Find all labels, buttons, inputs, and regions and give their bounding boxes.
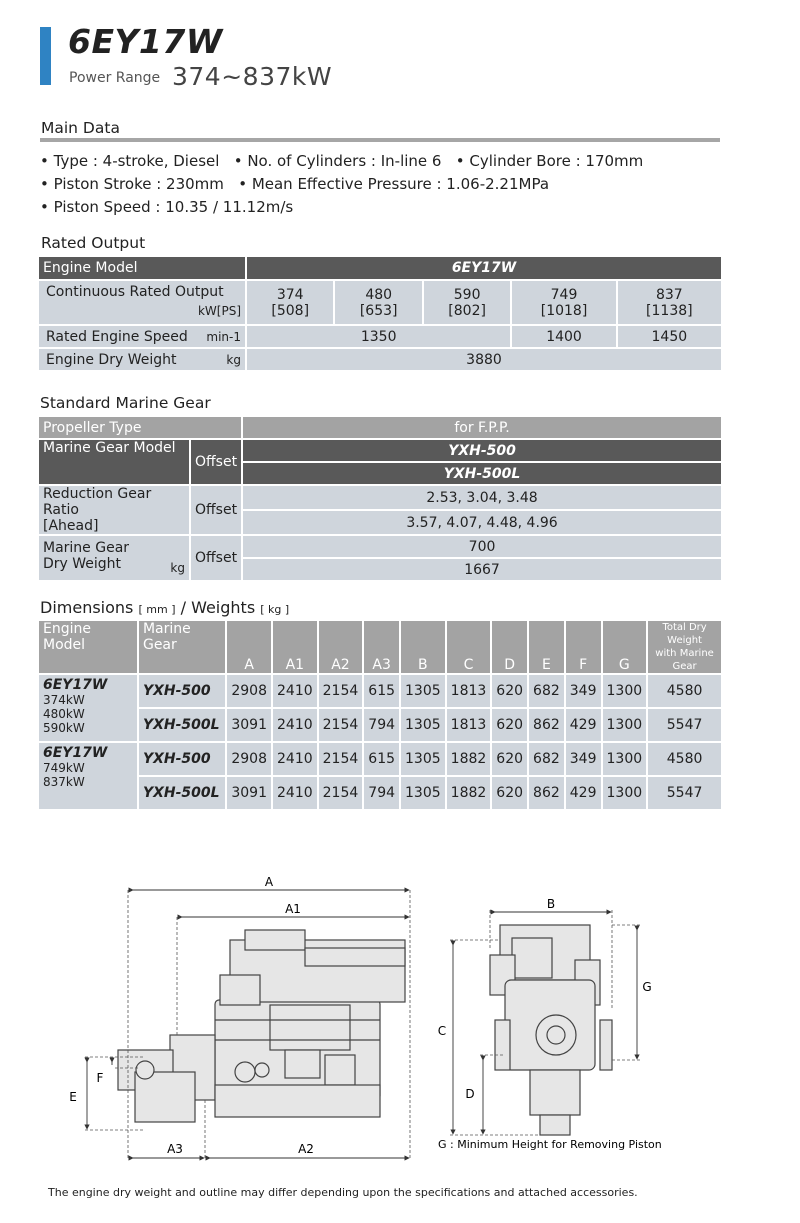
reduction-ratio-label: Reduction Gear Ratio [Ahead]	[39, 486, 189, 534]
col-dim: A	[227, 621, 271, 673]
engine-speed-value: 1350	[247, 326, 510, 347]
col-dim: G	[603, 621, 647, 673]
col-dim: A1	[273, 621, 317, 673]
dim-label-e: E	[69, 1090, 77, 1104]
output-cell: 749 [1018]	[512, 281, 615, 324]
dim-label-g: G	[642, 980, 652, 994]
engine-model-value: 6EY17W	[247, 257, 721, 279]
col-dim: D	[492, 621, 527, 673]
offset-label: Offset	[191, 440, 241, 484]
g-note: G : Minimum Height for Removing Piston	[438, 1138, 662, 1151]
spec-cylinders: • No. of Cylinders : In-line 6	[233, 152, 442, 170]
col-dim: F	[566, 621, 601, 673]
engine-group-cell: 6EY17W 749kW 837kW	[39, 743, 137, 809]
marine-gear-title: Standard Marine Gear	[40, 394, 211, 412]
reduction-ratio-value: 2.53, 3.04, 3.48	[243, 486, 721, 509]
offset-label: Offset	[191, 486, 241, 534]
dimensions-table: Engine Model Marine Gear A A1 A2 A3 B C D E F G Total Dry Weight with Marine Gear 6EY17W 374kW 480kW 590kW YXH-500 2908 2410 2154 615 1305 1813 620 682 349 1300 4580 YXH-500L 3091 2410 2154 794 1305 1813 620 862 429 1300 5547 6EY17W 749kW 837kW YXH-500 2908 2410 2154 615 1305 1882 620 682 349 1300 4580 YXH-500L 3091 2410 2154 794 1305 1882 620 862 429 1300 5547	[37, 619, 723, 811]
col-dim: E	[529, 621, 564, 673]
footnote: The engine dry weight and outline may differ depending upon the specifications and attached accessories.	[48, 1186, 638, 1199]
col-marine-gear: Marine Gear	[139, 621, 225, 673]
title-accent-bar	[40, 27, 51, 85]
dim-label-f: F	[96, 1071, 104, 1085]
rated-output-title: Rated Output	[41, 234, 146, 252]
gear-weight-value: 1667	[243, 559, 721, 580]
dim-label-a2: A2	[298, 1142, 314, 1156]
power-range-value: 374~837kW	[172, 62, 333, 91]
total-weight-cell: 4580	[648, 743, 721, 775]
spec-type: • Type : 4-stroke, Diesel	[40, 152, 220, 170]
engine-speed-value: 1400	[512, 326, 615, 347]
col-total-weight: Total Dry Weight with Marine Gear	[648, 621, 721, 673]
total-weight-cell: 5547	[648, 777, 721, 809]
gear-model-value: YXH-500L	[243, 463, 721, 484]
engine-front-view	[490, 925, 612, 1135]
output-cell: 590 [802]	[424, 281, 510, 324]
dim-label-b: B	[546, 897, 556, 911]
spec-stroke: • Piston Stroke : 230mm	[40, 175, 224, 193]
offset-label: Offset	[191, 536, 241, 580]
col-engine-model: Engine Model	[39, 621, 137, 673]
main-data-line	[40, 173, 643, 196]
output-cell: 480 [653]	[335, 281, 421, 324]
col-dim: A2	[319, 621, 363, 673]
engine-model-title: 6EY17W	[68, 22, 223, 61]
total-weight-cell: 4580	[648, 675, 721, 707]
continuous-output-text: Continuous Rated Output	[46, 284, 224, 300]
dry-weight-label: Engine Dry Weight kg	[39, 349, 245, 370]
gear-model-value: YXH-500	[243, 440, 721, 461]
gear-cell: YXH-500L	[139, 777, 225, 809]
col-dim: A3	[364, 621, 399, 673]
spec-piston-speed: • Piston Speed : 10.35 / 11.12m/s	[40, 198, 294, 216]
dim-label-c: C	[437, 1024, 447, 1038]
dim-label-a: A	[264, 875, 274, 889]
col-dim: C	[447, 621, 491, 673]
rated-output-table	[37, 255, 723, 372]
gear-cell: YXH-500	[139, 675, 225, 707]
continuous-output-unit: kW[PS]	[197, 304, 241, 318]
power-range-label: Power Range	[69, 70, 161, 86]
spec-bore: • Cylinder Bore : 170mm	[455, 152, 644, 170]
output-cell: 374 [508]	[247, 281, 333, 324]
gear-cell: YXH-500L	[139, 709, 225, 741]
dry-weight-value: 3880	[247, 349, 721, 370]
engine-model-header: Engine Model	[39, 257, 245, 279]
spec-mep: • Mean Effective Pressure : 1.06-2.21MPa	[238, 175, 550, 193]
section-divider	[40, 138, 720, 142]
continuous-output-label	[39, 281, 245, 324]
engine-group-cell: 6EY17W 374kW 480kW 590kW	[39, 675, 137, 741]
col-dim: B	[401, 621, 445, 673]
gear-weight-value: 700	[243, 536, 721, 557]
engine-speed-label: Rated Engine Speed min-1	[39, 326, 245, 347]
gear-cell: YXH-500	[139, 743, 225, 775]
engine-outline-drawing	[0, 860, 800, 1180]
gear-model-label: Marine Gear Model	[39, 440, 189, 484]
total-weight-cell: 5547	[648, 709, 721, 741]
gear-weight-label: Marine Gear Dry Weight kg	[39, 536, 189, 580]
dim-label-d: D	[465, 1087, 475, 1101]
dimensions-title: Dimensions [ mm ] / Weights [ kg ]	[40, 598, 290, 617]
main-data-line	[40, 196, 643, 219]
dim-label-a1: A1	[285, 902, 301, 916]
propeller-type-value: for F.P.P.	[243, 417, 721, 438]
main-data-line	[40, 150, 643, 173]
main-data-title: Main Data	[41, 119, 120, 137]
propeller-type-label: Propeller Type	[39, 417, 241, 438]
reduction-ratio-value: 3.57, 4.07, 4.48, 4.96	[243, 511, 721, 534]
engine-side-view	[118, 930, 405, 1122]
output-cell: 837 [1138]	[618, 281, 721, 324]
main-data-list	[40, 150, 643, 219]
marine-gear-table	[37, 415, 723, 582]
dim-label-a3: A3	[167, 1142, 183, 1156]
engine-speed-value: 1450	[618, 326, 721, 347]
